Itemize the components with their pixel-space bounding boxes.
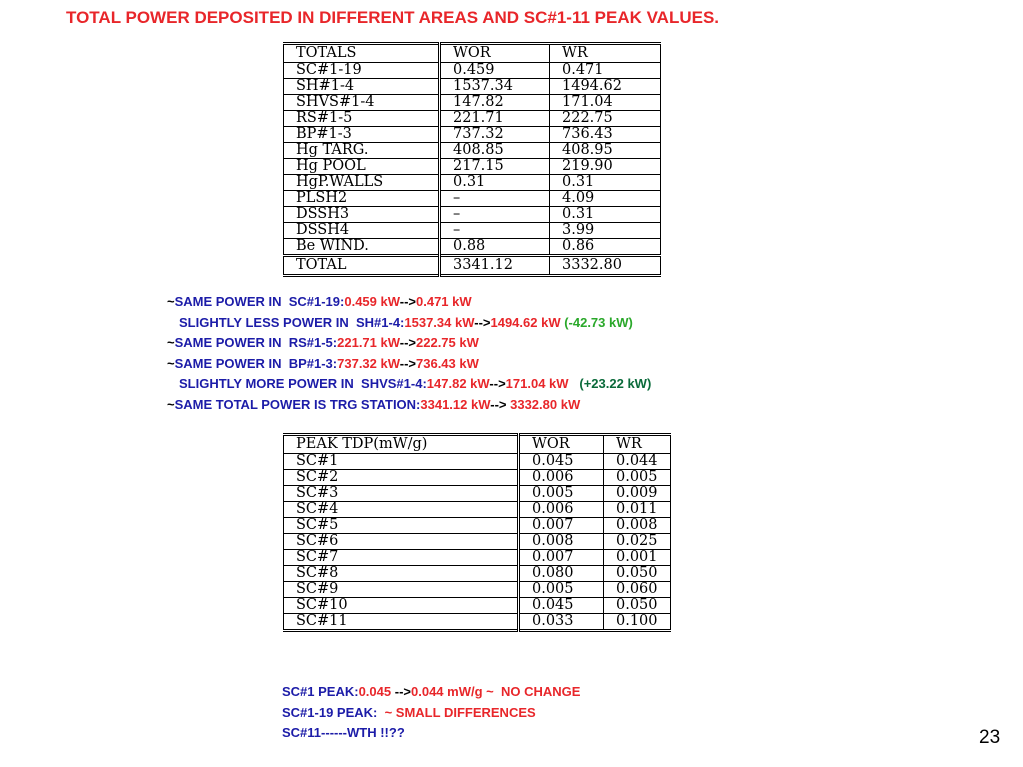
table-cell: Hg TARG. [284, 143, 440, 159]
note-text: 0.459 kW [344, 294, 400, 309]
table-cell: 219.90 [550, 159, 661, 175]
table-row [284, 239, 661, 256]
table-row [284, 79, 661, 95]
table-row [284, 191, 661, 207]
table-cell: 0.007 [519, 518, 604, 534]
peak-table-body [284, 454, 671, 631]
table-row [284, 566, 671, 582]
note-line [282, 682, 580, 703]
note-text: --> [474, 314, 491, 330]
table-cell: 1494.62 [550, 79, 661, 95]
table-cell: SC#6 [284, 534, 519, 550]
table-row [284, 470, 671, 486]
table-cell: 0.080 [519, 566, 604, 582]
note-text: (-42.73 kW) [564, 314, 633, 330]
note-line [282, 703, 580, 724]
note-text: (+23.22 kW) [579, 376, 652, 392]
table-cell: Be WIND. [284, 239, 440, 256]
table-cell: 3341.12 [440, 256, 550, 276]
table-cell: 0.011 [604, 502, 671, 518]
table-cell: 4.09 [550, 191, 661, 207]
note-text: 1494.62 kW [490, 314, 565, 330]
table-cell: 0.005 [519, 582, 604, 598]
table-cell: 0.006 [519, 502, 604, 518]
note-line [167, 333, 651, 354]
table-row [284, 175, 661, 191]
note-text: ~ SMALL DIFFERENCES [384, 704, 536, 720]
table-cell: 408.85 [440, 143, 550, 159]
table-cell: 0.88 [440, 239, 550, 256]
table-cell: RS#1-5 [284, 111, 440, 127]
table-cell: 1537.34 [440, 79, 550, 95]
table-cell: 147.82 [440, 95, 550, 111]
table-cell: 0.005 [519, 486, 604, 502]
table-cell: 0.001 [604, 550, 671, 566]
peak-header-row [284, 435, 671, 454]
note-line [167, 354, 651, 375]
page-number: 23 [979, 727, 1001, 748]
table-cell: HgP.WALLS [284, 175, 440, 191]
note-text: 1537.34 kW [404, 314, 475, 330]
table-row [284, 614, 671, 631]
note-text: 0.045 [358, 684, 392, 699]
table-cell: SC#5 [284, 518, 519, 534]
table-cell: 0.005 [604, 470, 671, 486]
table-cell: SC#1 [284, 454, 519, 470]
note-text: 222.75 kW [416, 335, 479, 351]
table-cell: Hg POOL [284, 159, 440, 175]
table-cell: 222.75 [550, 111, 661, 127]
table-cell: 737.32 [440, 127, 550, 143]
table-cell: SC#2 [284, 470, 519, 486]
table-row [284, 486, 671, 502]
note-text: SC#1-19 PEAK: [282, 704, 385, 720]
table-cell: 3.99 [550, 223, 661, 239]
table-cell: SC#4 [284, 502, 519, 518]
table-cell: 0.045 [519, 598, 604, 614]
note-text: ~ [167, 294, 175, 309]
table-cell: TOTAL [284, 256, 440, 276]
table-cell: 0.008 [604, 518, 671, 534]
totals-total-row [284, 256, 661, 276]
note-line [167, 374, 651, 395]
table-cell: SC#11 [284, 614, 519, 631]
note-text: 221.71 kW [337, 335, 400, 351]
note-text: ~ [167, 355, 175, 371]
table-cell: – [440, 191, 550, 207]
note-text: 171.04 kW [505, 376, 580, 392]
peak-header-cell: WOR [519, 435, 604, 454]
table-cell: PLSH2 [284, 191, 440, 207]
table-cell: 0.471 [550, 63, 661, 79]
table-cell: 217.15 [440, 159, 550, 175]
note-text: SAME POWER IN BP#1-3: [174, 355, 338, 371]
table-cell: SC#9 [284, 582, 519, 598]
table-cell: 408.95 [550, 143, 661, 159]
totals-header-cell: WR [550, 44, 661, 63]
table-cell: – [440, 223, 550, 239]
table-row [284, 598, 671, 614]
note-text: 0.471 kW [416, 294, 472, 309]
totals-table-body [284, 63, 661, 276]
note-text: 3341.12 kW [420, 396, 491, 412]
table-cell: 0.045 [519, 454, 604, 470]
peak-notes [282, 682, 580, 744]
totals-header-cell: TOTALS [284, 44, 440, 63]
table-cell: 0.060 [604, 582, 671, 598]
table-cell: 0.31 [550, 207, 661, 223]
table-cell: SC#10 [284, 598, 519, 614]
note-text: 737.32 kW [337, 355, 400, 371]
note-text: SAME POWER IN RS#1-5: [174, 335, 338, 351]
note-line [282, 723, 580, 744]
comparison-notes [167, 292, 651, 416]
table-cell: 0.007 [519, 550, 604, 566]
note-line [167, 292, 651, 313]
note-text: 147.82 kW [426, 376, 490, 392]
table-row [284, 111, 661, 127]
table-cell: – [440, 207, 550, 223]
table-row [284, 454, 671, 470]
note-text: 736.43 kW [416, 355, 479, 371]
totals-header-cell: WOR [440, 44, 550, 63]
note-text: --> [399, 335, 416, 351]
note-text: 3332.80 kW [510, 396, 581, 412]
table-cell: SHVS#1-4 [284, 95, 440, 111]
table-row [284, 143, 661, 159]
table-row [284, 582, 671, 598]
table-cell: 0.050 [604, 598, 671, 614]
table-cell: SH#1-4 [284, 79, 440, 95]
table-cell: 0.008 [519, 534, 604, 550]
note-text: --> [399, 355, 416, 371]
table-cell: 736.43 [550, 127, 661, 143]
table-cell: DSSH3 [284, 207, 440, 223]
table-cell: SC#3 [284, 486, 519, 502]
table-row [284, 518, 671, 534]
peak-table [283, 433, 671, 632]
table-cell: SC#7 [284, 550, 519, 566]
totals-header-row [284, 44, 661, 63]
table-row [284, 207, 661, 223]
table-cell: 0.009 [604, 486, 671, 502]
note-text: ~ [167, 396, 175, 412]
peak-header-cell: WR [604, 435, 671, 454]
slide-title: TOTAL POWER DEPOSITED IN DIFFERENT AREAS AND SC#1-11 PEAK VALUES. [66, 8, 720, 27]
totals-table [283, 42, 661, 277]
table-row [284, 534, 671, 550]
table-row [284, 550, 671, 566]
note-text: --> [391, 684, 411, 699]
table-row [284, 95, 661, 111]
table-cell: 3332.80 [550, 256, 661, 276]
table-cell: 0.31 [440, 175, 550, 191]
note-text: SLIGHTLY MORE POWER IN SHVS#1-4: [179, 376, 427, 392]
note-line [167, 395, 651, 416]
note-text: SLIGHTLY LESS POWER IN SH#1-4: [179, 314, 405, 330]
table-cell: 0.033 [519, 614, 604, 631]
table-cell: 0.86 [550, 239, 661, 256]
table-row [284, 127, 661, 143]
note-text: SC#1 PEAK: [282, 684, 359, 699]
note-text: --> [490, 396, 511, 412]
note-line [167, 313, 651, 334]
table-row [284, 63, 661, 79]
table-cell: 0.31 [550, 175, 661, 191]
table-cell: 0.459 [440, 63, 550, 79]
table-row [284, 159, 661, 175]
table-cell: 0.006 [519, 470, 604, 486]
note-text: SAME POWER IN SC#1-19: [174, 294, 345, 309]
table-cell: 221.71 [440, 111, 550, 127]
table-cell: SC#8 [284, 566, 519, 582]
peak-header-cell: PEAK TDP(mW/g) [284, 435, 519, 454]
table-cell: 0.100 [604, 614, 671, 631]
table-cell: SC#1-19 [284, 63, 440, 79]
table-cell: DSSH4 [284, 223, 440, 239]
note-text: SAME TOTAL POWER IS TRG STATION: [174, 396, 421, 412]
table-row [284, 223, 661, 239]
table-row [284, 502, 671, 518]
note-text: SC#11------WTH !!?? [282, 725, 405, 740]
table-cell: BP#1-3 [284, 127, 440, 143]
table-cell: 0.025 [604, 534, 671, 550]
note-text: --> [399, 294, 416, 309]
table-cell: 0.050 [604, 566, 671, 582]
note-text: ~ [167, 335, 175, 351]
table-cell: 0.044 [604, 454, 671, 470]
table-cell: 171.04 [550, 95, 661, 111]
note-text: 0.044 mW/g ~ NO CHANGE [411, 684, 581, 699]
note-text: --> [489, 376, 506, 392]
